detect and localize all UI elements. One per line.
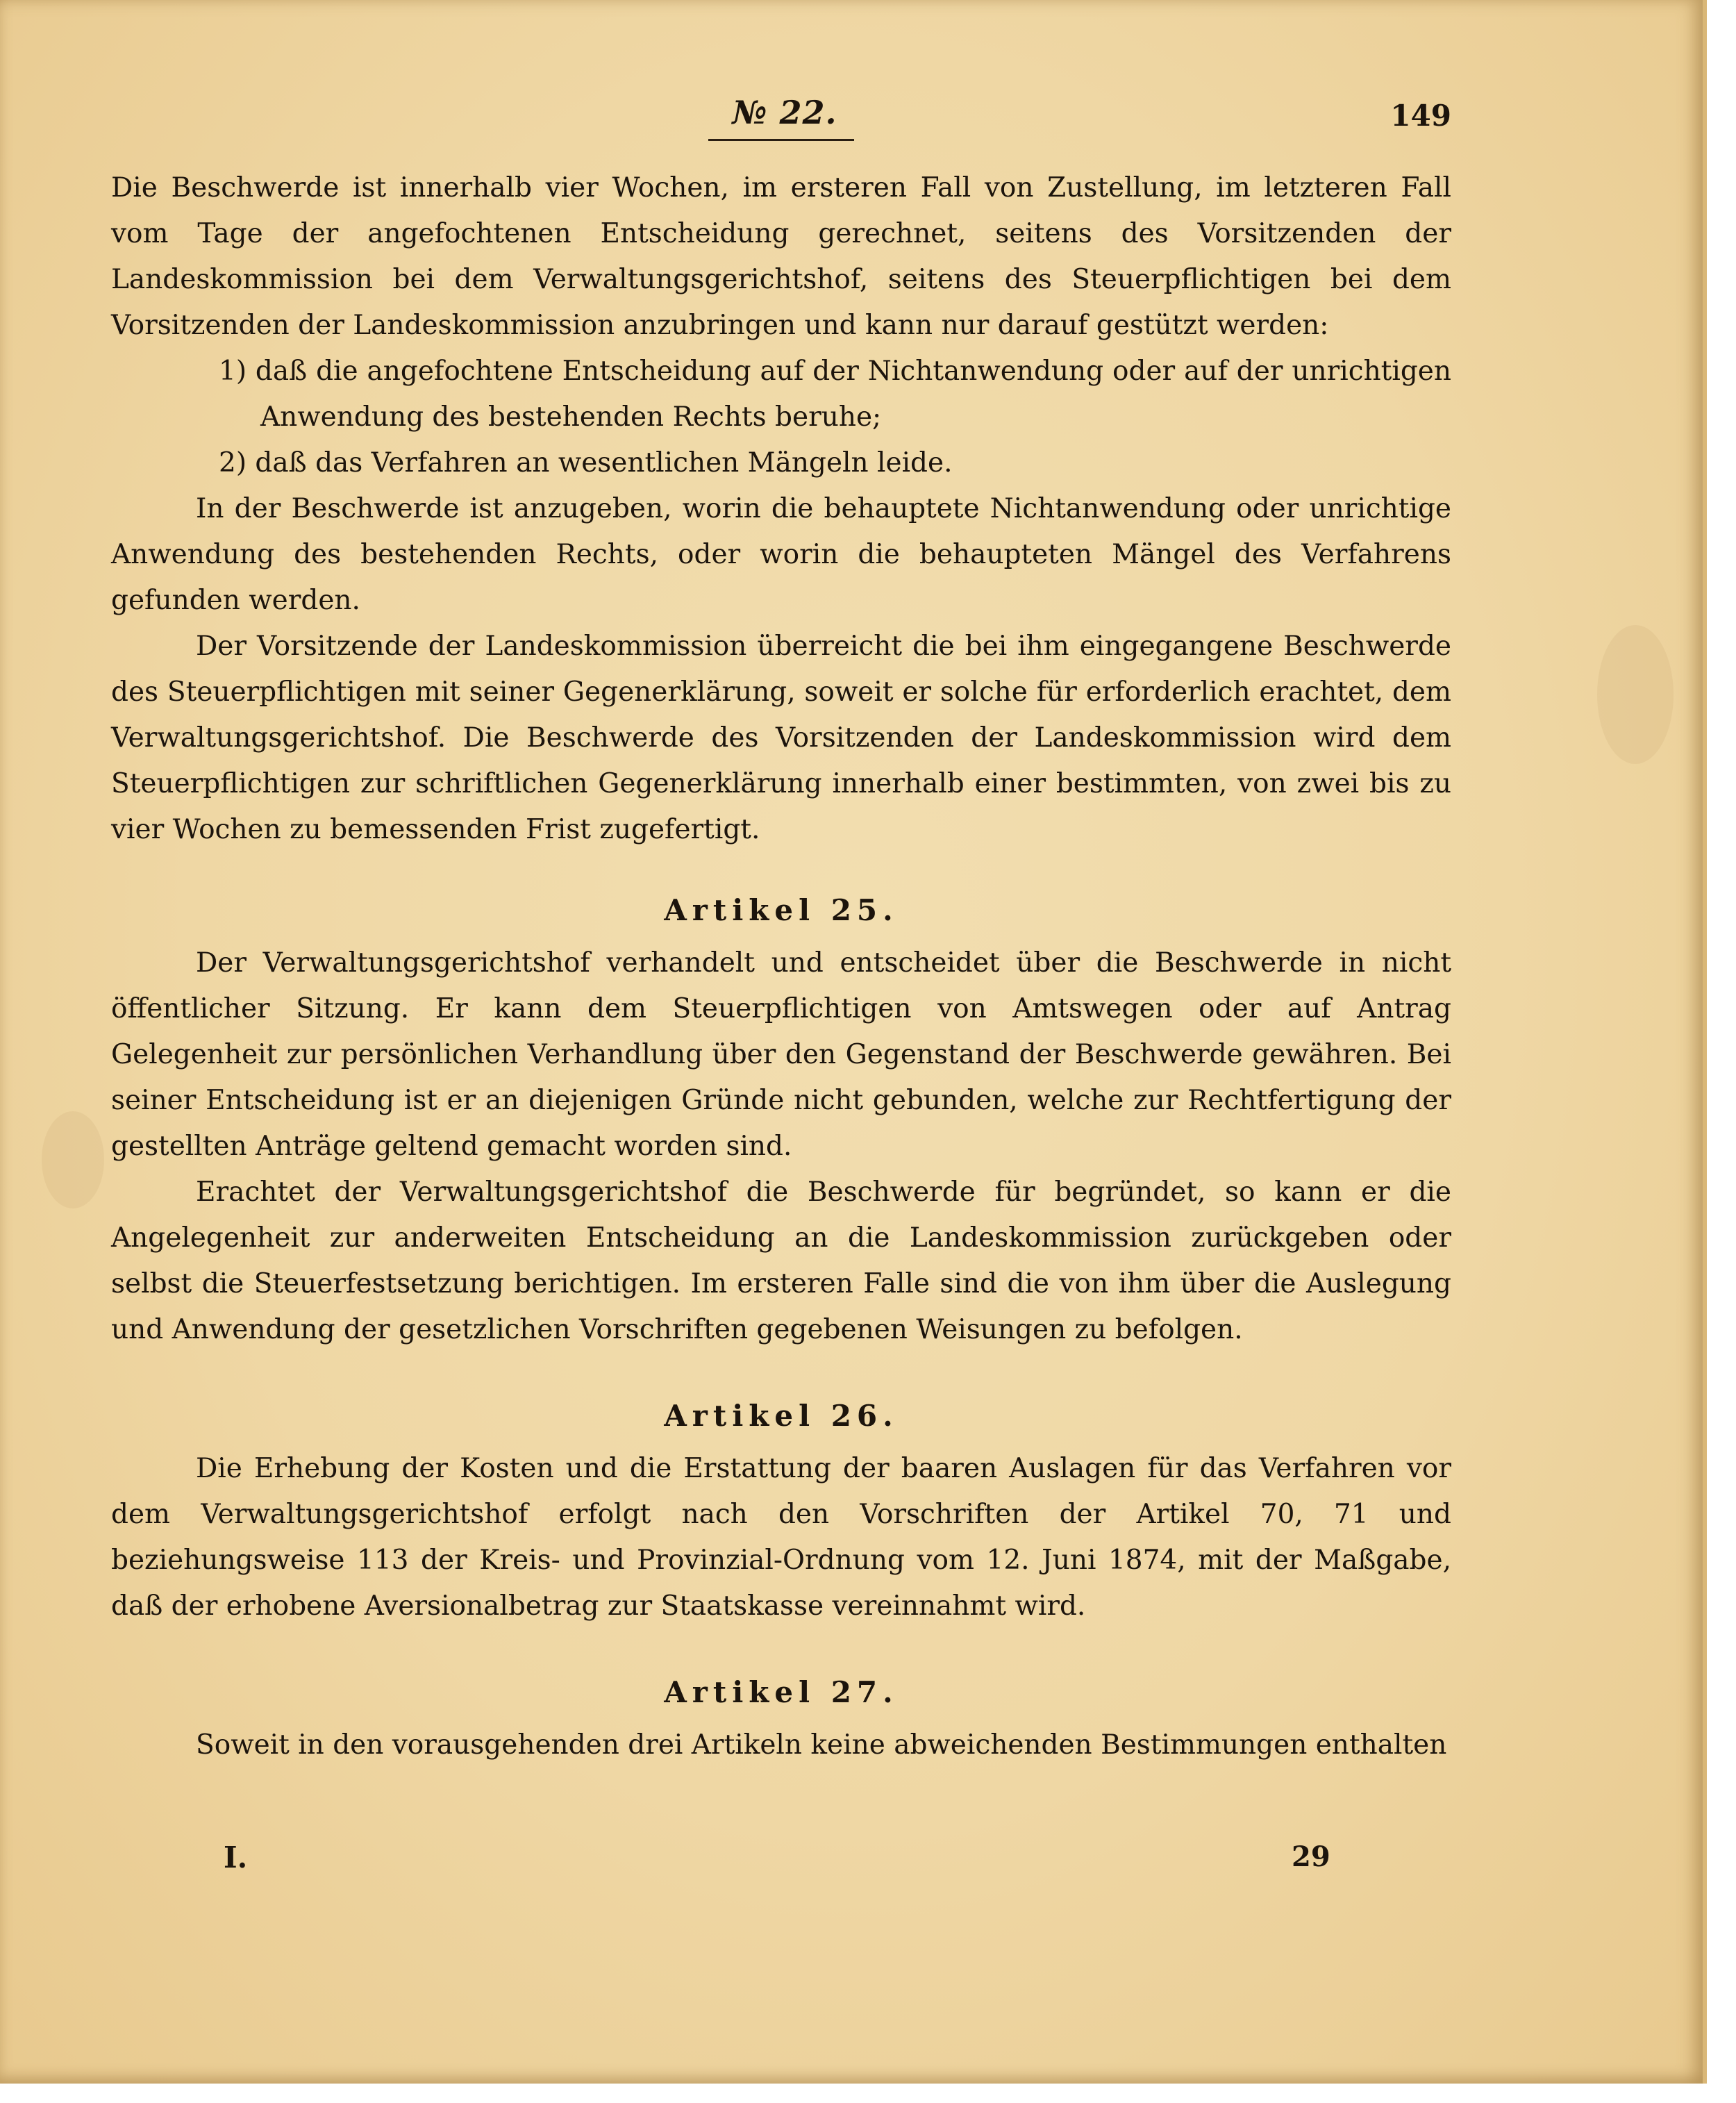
paragraph: Soweit in den vorausgehenden drei Artikeln keine abweichenden Bestimmungen enthalten	[196, 1729, 1447, 1761]
signature-mark-right: 29	[1292, 1840, 1330, 1873]
article-27-heading: Artikel 27.	[664, 1675, 899, 1709]
paper-stain	[1597, 625, 1674, 764]
paragraph: Die Erhebung der Kosten und die Erstattung der baaren Auslagen für das Verfahren vor dem Verwaltungsgerichtshof erfolgt nach den Vorschriften der Artikel 70, 71 und beziehungsweise 113 der Kreis- und Provinzial-Ordnung vom 12. Juni 1874, mit der Maßgabe, daß der erhobene Aversionalbetrag zur Staatskasse vereinnahmt wird.	[111, 1453, 1451, 1622]
issue-underline	[708, 139, 854, 141]
issue-number: № 22.	[732, 94, 837, 131]
paragraph: Erachtet der Verwaltungsgerichtshof die Beschwerde für begründet, so kann er die Angelegenheit zur anderweiten Entscheidung an die Landeskommission zurückgeben oder selbst die Steuerfestsetzung berichtigen. Im ersteren Falle sind die von ihm über die Auslegung und Anwendung der gesetzlichen Vorschriften gegebenen Weisungen zu befolgen.	[111, 1177, 1451, 1345]
signature-mark-left: I.	[224, 1840, 248, 1875]
page-number: 149	[1390, 99, 1451, 133]
page-body	[111, 165, 1451, 1768]
paper-stain	[42, 1111, 104, 1208]
page-edge	[1703, 0, 1707, 2084]
article-26-heading: Artikel 26.	[664, 1399, 899, 1433]
paragraph: In der Beschwerde ist anzugeben, worin die behauptete Nichtanwendung oder unrichtige Anwendung des bestehenden Rechts, oder worin die behaupteten Mängel des Verfahrens gefunden werden.	[111, 493, 1451, 616]
article-25-heading: Artikel 25.	[664, 893, 899, 927]
paragraph: Der Verwaltungsgerichtshof verhandelt und entscheidet über die Beschwerde in nicht öffentlicher Sitzung. Er kann dem Steuerpflichtigen von Amtswegen oder auf Antrag Gelegenheit zur persönlichen Verhandlung über den Gegenstand der Beschwerde gewähren. Bei seiner Entscheidung ist er an diejenigen Gründe nicht gebunden, welche zur Rechtfertigung der gestellten Anträge geltend gemacht worden sind.	[111, 947, 1451, 1162]
page-footer	[0, 1834, 1703, 1889]
page-header	[0, 0, 1703, 146]
list-item: 2) daß das Verfahren an wesentlichen Mängeln leide.	[219, 447, 953, 479]
list-item: 1) daß die angefochtene Entscheidung auf der Nichtanwendung oder auf der unrichtigen Anwendung des bestehenden Rechts beruhe;	[219, 356, 1451, 433]
paragraph: Der Vorsitzende der Landeskommission überreicht die bei ihm eingegangene Beschwerde des Steuerpflichtigen mit seiner Gegenerklärung, soweit er solche für erforderlich erachtet, dem Verwaltungsgerichtshof. Die Beschwerde des Vorsitzenden der Landeskommission wird dem Steuerpflichtigen zur schriftlichen Gegenerklärung innerhalb einer bestimmten, von zwei bis zu vier Wochen zu bemessenden Frist zugefertigt.	[111, 631, 1451, 845]
paragraph: Die Beschwerde ist innerhalb vier Wochen, im ersteren Fall von Zustellung, im letzteren Fall vom Tage der angefochtenen Entscheidung gerechnet, seitens des Vorsitzenden der Landeskommission bei dem Verwaltungsgerichtshof, seitens des Steuerpflichtigen bei dem Vorsitzenden der Landeskommission anzubringen und kann nur darauf gestützt werden:	[111, 172, 1451, 341]
